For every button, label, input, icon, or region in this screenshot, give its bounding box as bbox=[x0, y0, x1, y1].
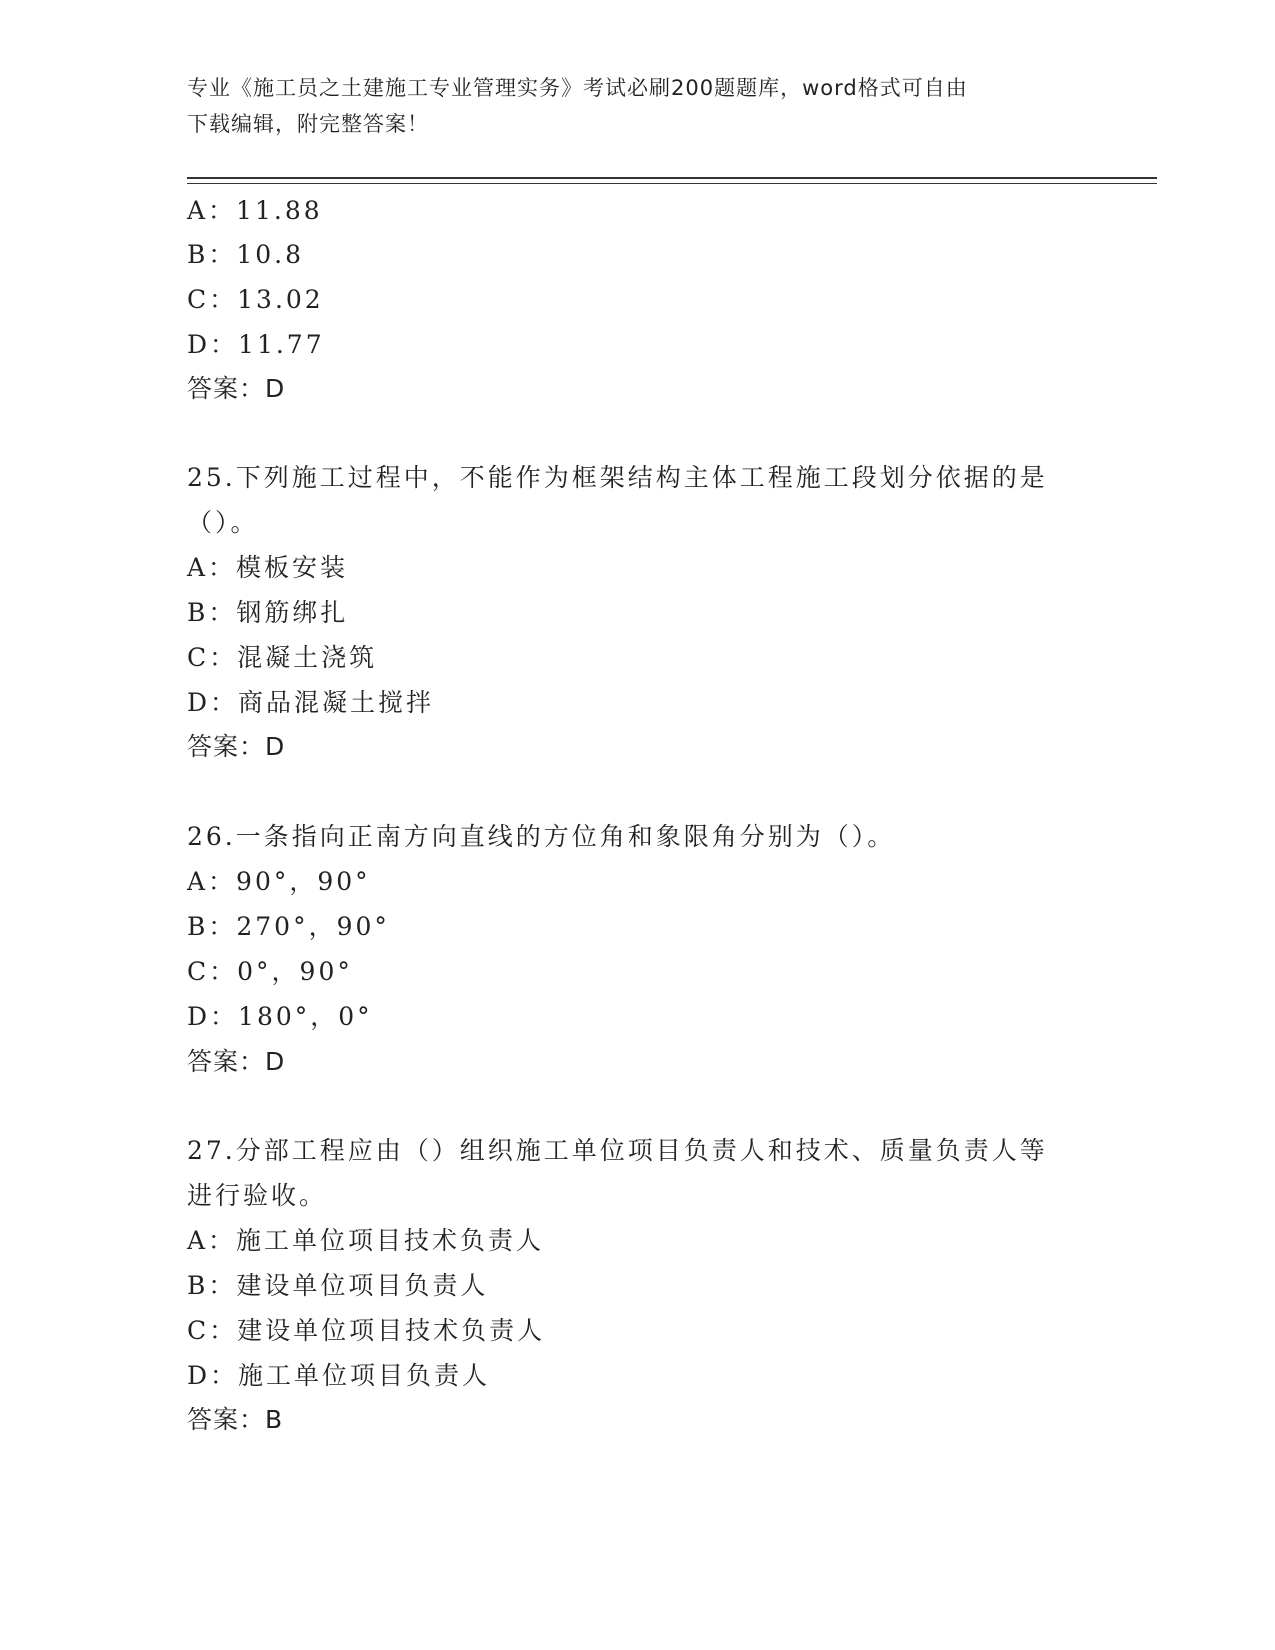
q26-option-c: C：0°，90° bbox=[187, 957, 353, 986]
q25-stem-line-2: （）。 bbox=[187, 508, 259, 537]
q27-option-a: A：施工单位项目技术负责人 bbox=[187, 1226, 545, 1255]
q25-answer: 答案：D bbox=[187, 732, 286, 761]
q25-option-d: D：商品混凝土搅拌 bbox=[187, 688, 435, 717]
q26-answer: 答案：D bbox=[187, 1047, 286, 1076]
header-line-2: 下载编辑，附完整答案！ bbox=[187, 112, 429, 136]
q24-option-c: C：13.02 bbox=[187, 285, 324, 314]
q24-option-d: D：11.77 bbox=[187, 330, 325, 359]
header-divider-thin bbox=[187, 183, 1157, 184]
q27-option-c: C：建设单位项目技术负责人 bbox=[187, 1316, 546, 1345]
q26-stem-line-1: 26.一条指向正南方向直线的方位角和象限角分别为（）。 bbox=[187, 822, 896, 851]
q25-option-c: C：混凝土浇筑 bbox=[187, 643, 378, 672]
q25-option-a: A：模板安装 bbox=[187, 553, 349, 582]
q24-option-b: B：10.8 bbox=[187, 240, 305, 269]
q27-stem-line-2: 进行验收。 bbox=[187, 1181, 328, 1210]
header-line-1: 专业《施工员之土建施工专业管理实务》考试必刷200题题库，word格式可自由 bbox=[187, 76, 968, 100]
document-header bbox=[187, 70, 1067, 142]
header-divider-thick bbox=[187, 177, 1157, 179]
q26-option-b: B：270°，90° bbox=[187, 912, 390, 941]
q26-option-d: D：180°，0° bbox=[187, 1002, 373, 1031]
q27-answer: 答案：B bbox=[187, 1405, 284, 1434]
q24-answer: 答案：D bbox=[187, 374, 286, 403]
q24-option-a: A：11.88 bbox=[187, 196, 323, 225]
q25-stem-line-1: 25.下列施工过程中，不能作为框架结构主体工程施工段划分依据的是 bbox=[187, 463, 1048, 492]
q25-option-b: B：钢筋绑扎 bbox=[187, 598, 349, 627]
q27-option-b: B：建设单位项目负责人 bbox=[187, 1271, 489, 1300]
q27-option-d: D：施工单位项目负责人 bbox=[187, 1361, 491, 1390]
q26-option-a: A：90°，90° bbox=[187, 867, 371, 896]
q27-stem-line-1: 27.分部工程应由（）组织施工单位项目负责人和技术、质量负责人等 bbox=[187, 1136, 1048, 1165]
